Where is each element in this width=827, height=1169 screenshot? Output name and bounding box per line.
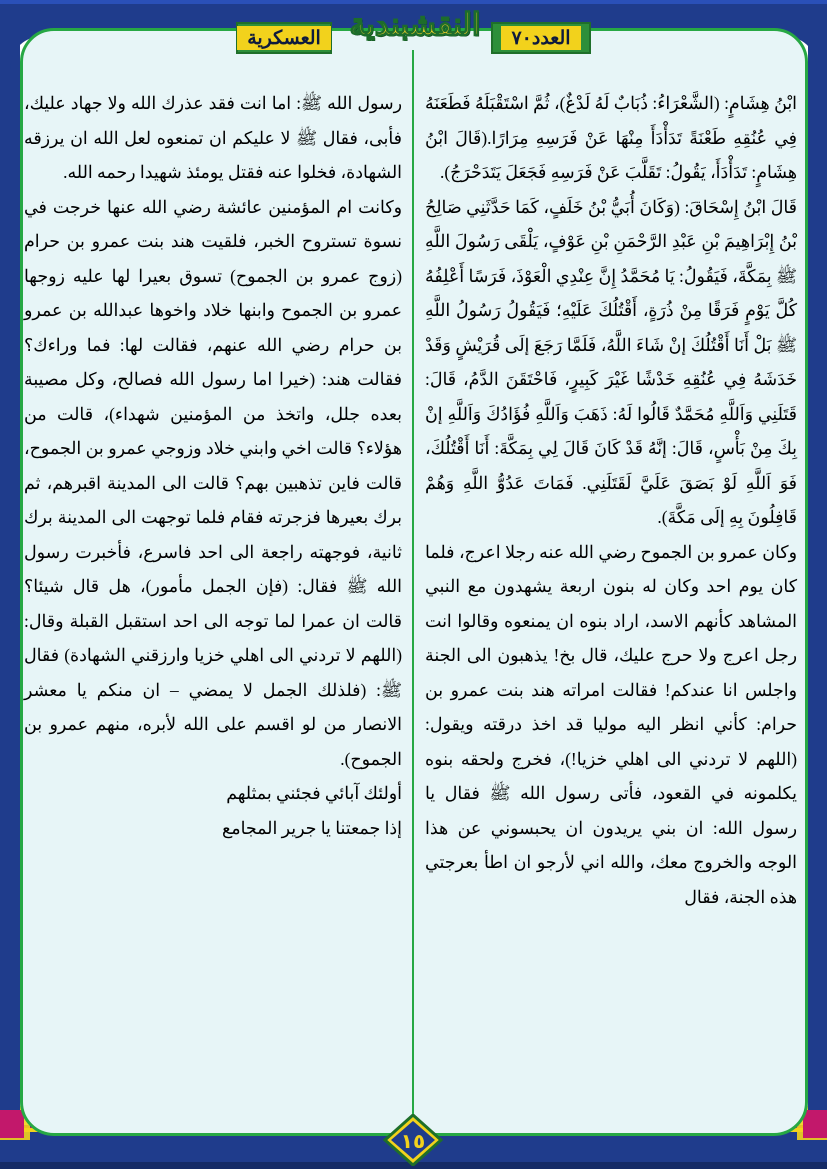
page-number-badge xyxy=(383,1114,443,1166)
left-text-column xyxy=(24,86,402,845)
paragraph: ابْنُ هِشَامٍ: (الشَّعْرَاءُ: ذُبَابٌ لَهُ لَدْغٌ)، ثُمَّ اسْتَقْبَلَهُ فَطَعَنَهُ فِي عُنُقِهِ طَعْنَةً تَدَأْدَأَ مِنْهَا عَنْ فَرَسِهِ مِرَارًا.(قَالَ ابْنُ هِشَامٍ: تَدَأْدَأَ، يَقُولُ: تَقَلَّبَ عَنْ فَرَسِهِ فَجَعَلَ يَتَدَحْرَجُ). xyxy=(425,93,797,182)
magazine-logo xyxy=(344,2,486,48)
right-text-column xyxy=(425,86,797,914)
magazine-title: النقشبندية xyxy=(349,7,481,43)
paragraph: قَالَ ابْنُ إِسْحَاقَ: (وَكَانَ أُبَيُّ بْنُ خَلَفٍ، كَمَا حَدَّثَنِي صَالِحُ بْنُ إِبْرَاهِيمَ بْنِ عَبْدِ الرَّحْمَنِ بْنِ عَوْفٍ، يَلْقَى رَسُولَ اللَّهِ ﷺ بِمَكَّةَ، فَيَقُولُ: يَا مُحَمَّدُ إِنَّ عِنْدِي الْعَوْذَ، فَرَسًا أَعْلِفُهُ كُلَّ يَوْمٍ فَرَقًا مِنْ ذُرَةٍ، أَقْتُلُكَ عَلَيْهِ؛ فَيَقُولُ رَسُولُ اللَّهِ ﷺ بَلْ أَنَا أَقْتُلُكَ إنْ شَاءَ اللَّهُ، فَلَمَّا رَجَعَ إلَى قُرَيْشٍ وَقَدْ خَدَشَهُ فِي عُنُقِهِ خَدْشًا غَيْرَ كَبِيرٍ، فَاحْتَقَنَ الدَّمُ، قَالَ: قَتَلَنِي وَاَللَّهِ مُحَمَّدٌ قَالُوا لَهُ: ذَهَبَ وَاَللَّهِ فُؤَادُكَ وَاَللَّهِ إنْ بِكَ مِنْ بَأْسٍ، قَالَ: إنَّهُ قَدْ كَانَ قَالَ لِي بِمَكَّةَ: أَنَا أَقْتُلُكَ، فَوَ اَللَّهِ لَوْ بَصَقَ عَلَيَّ لَقَتَلَنِي. فَمَاتَ عَدُوُّ اللَّهِ وَهُمْ قَافِلُونَ بِهِ إلَى مَكَّةَ). xyxy=(425,196,797,527)
issue-label: العدد٧٠ xyxy=(501,26,580,50)
issue-tab xyxy=(491,22,591,54)
page-number: ١٥ xyxy=(400,1129,426,1153)
paragraph: وكانت ام المؤمنين عائشة رضي الله عنها خرجت في نسوة تستروح الخبر، فلقيت هند بنت عمرو بن حرام (زوج عمرو بن الجموح) تسوق بعيرا لها عليه زوجها عمرو بن الجموح وابنها خلاد واخوها عبدالله بن عمرو بن حرام رضي الله عنهم، فقالت لها: فما وراءك؟ فقالت هند: (خيرا اما رسول الله فصالح، وكل مصيبة بعده جلل، واتخذ من المؤمنين شهداء)، قالت من هؤلاء؟ قالت اخي وابني خلاد وزوجي عمرو بن الجموح، قالت فاين تذهبين بهم؟ قالت الى المدينة اقبرهم، ثم برك بعيرها فزجرته فقام فلما توجهت الى المدينة برك ثانية، فوجهته راجعة الى احد فاسرع، فأخبرت رسول الله ﷺ فقال: (فإن الجمل مأمور)، هل قال شيئا؟ قالت ان عمرا لما توجه الى احد استقبل القبلة وقال: (اللهم لا تردني الى اهلي خزيا وارزقني الشهادة) فقال ﷺ: (فلذلك الجمل لا يمضي – ان منكم يا معشر الانصار من لو اقسم على الله لأبره، منهم عمرو بن الجموح). xyxy=(24,196,402,769)
section-tab xyxy=(236,22,332,54)
poem-verse: أولئك آبائي فجئني بمثلهم xyxy=(226,783,402,803)
poem-verse: إذا جمعتنا يا جرير المجامع xyxy=(222,817,402,838)
section-label: العسكرية xyxy=(237,26,331,50)
paragraph: رسول الله ﷺ: اما انت فقد عذرك الله ولا جهاد عليك، فأبى، فقال ﷺ لا عليكم ان تمنعوه لعل الله ان يرزقه الشهادة، فخلوا عنه فقتل يومئذ شهيدا رحمه الله. xyxy=(24,93,402,182)
paragraph: وكان عمرو بن الجموح رضي الله عنه رجلا اعرج، فلما كان يوم احد وكان له بنون اربعة يشهدون مع النبي المشاهد كأنهم الاسد، اراد بنوه ان يمنعوه وقالوا انت رجل اعرج ولا حرج عليك، قال بخ! يذهبون الى الجنة واجلس انا عندكم! فقالت امراته هند بنت عمرو بن حرام: كأني انظر اليه موليا قد اخذ درقته ويقول: (اللهم لا تردني الى اهلي خزيا!)، فخرج ولحقه بنوه يكلمونه في القعود، فأتى رسول الله ﷺ فقال يا رسول الله: ان بني يريدون ان يحبسوني عن هذا الوجه والخروج معك، والله اني لأرجو ان اطأ بعرجتي هذه الجنة، فقال xyxy=(425,541,797,907)
column-divider xyxy=(412,50,414,1125)
